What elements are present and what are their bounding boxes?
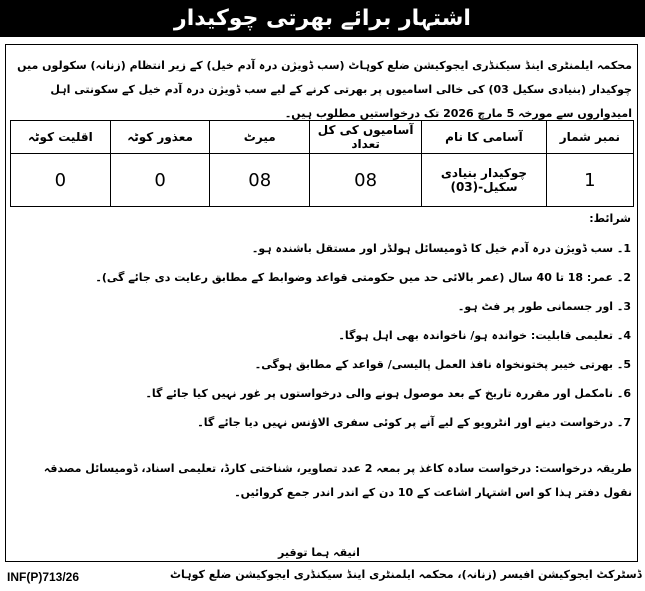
- ad-header: [0, 0, 645, 37]
- table-row: [11, 154, 634, 207]
- header-minority-quota: اقلیت کوٹہ: [11, 121, 111, 154]
- condition-item: 4۔ تعلیمی قابلیت: خواندہ ہو/ ناخواندہ بھی اہل ہوگا۔: [338, 329, 631, 342]
- signatory-name: انیقہ ہما توقیر: [278, 546, 360, 559]
- application-method: طریقہ درخواست: درخواست سادہ کاغذ پر بمعہ 2 عدد تصاویر، شناختی کارڈ، تعلیمی اسناد، ڈومیسائل مصدقہ نقول دفتر ہذا کو اس اشتہار اشاعت کے 10 دن کے اندر اندر جمع کروائیں۔: [43, 462, 632, 499]
- ad-title: اشتہار برائے بھرتی چوکیدار: [174, 6, 471, 31]
- condition-item: 1۔ سب ڈویژن درہ آدم خیل کا ڈومیسائل ہولڈر اور مستقل باشندہ ہو۔: [251, 242, 631, 255]
- conditions-title: شرائط:: [589, 212, 631, 225]
- condition-item: 7۔ درخواست دینے اور انٹرویو کے لیے آنے پر کوئی سفری الاؤنس نہیں دیا جائے گا۔: [197, 416, 631, 429]
- condition-item: 3۔ اور جسمانی طور پر فٹ ہو۔: [457, 300, 631, 313]
- cell-minority-quota: 0: [11, 154, 111, 207]
- header-serial: نمبر شمار: [546, 121, 633, 154]
- cell-total: 08: [310, 154, 422, 207]
- header-post: آسامی کا نام: [422, 121, 547, 154]
- header-disabled-quota: معذور کوٹہ: [110, 121, 210, 154]
- signatory-title: ڈسٹرکٹ ایجوکیشن افیسر (زنانہ)، محکمہ ایلمنٹری اینڈ سیکنڈری ایجوکیشن ضلع کوہاٹ: [170, 568, 642, 581]
- cell-merit: 08: [210, 154, 310, 207]
- intro-paragraph: محکمہ ایلمنٹری اینڈ سیکنڈری ایجوکیشن ضلع کوہاٹ (سب ڈویژن درہ آدم خیل) کے زیر انتظام (زنانہ) سکولوں میں چوکیدار (بنیادی سکیل 03) کی خالی اسامیوں پر بھرتی کرنے کے لیے سب ڈویژن درہ آدم خیل کے سکونتی اہل امیدواروں سے مورخہ 5 مارچ 2026 تک درخواستیں مطلوب ہیں۔: [17, 59, 632, 120]
- posts-table-header-row: [11, 121, 634, 154]
- cell-post: چوکیدار بنیادی سکیل-(03): [422, 154, 547, 207]
- conditions-list: [31, 234, 631, 437]
- condition-item: 2۔ عمر: 18 تا 40 سال (عمر بالائی حد میں حکومتی قواعد وضوابط کے مطابق رعایت دی جائے گی)۔: [95, 271, 631, 284]
- posts-table: [10, 120, 634, 207]
- header-total: آسامیوں کی کل تعداد: [310, 121, 422, 154]
- condition-item: 6۔ نامکمل اور مقررہ تاریخ کے بعد موصول ہونے والی درخواستوں پر غور نہیں کیا جائے گا۔: [145, 387, 631, 400]
- condition-item: 5۔ بھرتی خیبر پختونخواہ نافذ العمل پالیسی/ قواعد کے مطابق ہوگی۔: [254, 358, 631, 371]
- header-merit: میرٹ: [210, 121, 310, 154]
- cell-disabled-quota: 0: [110, 154, 210, 207]
- reference-number: INF(P)713/26: [7, 570, 80, 584]
- cell-serial: 1: [546, 154, 633, 207]
